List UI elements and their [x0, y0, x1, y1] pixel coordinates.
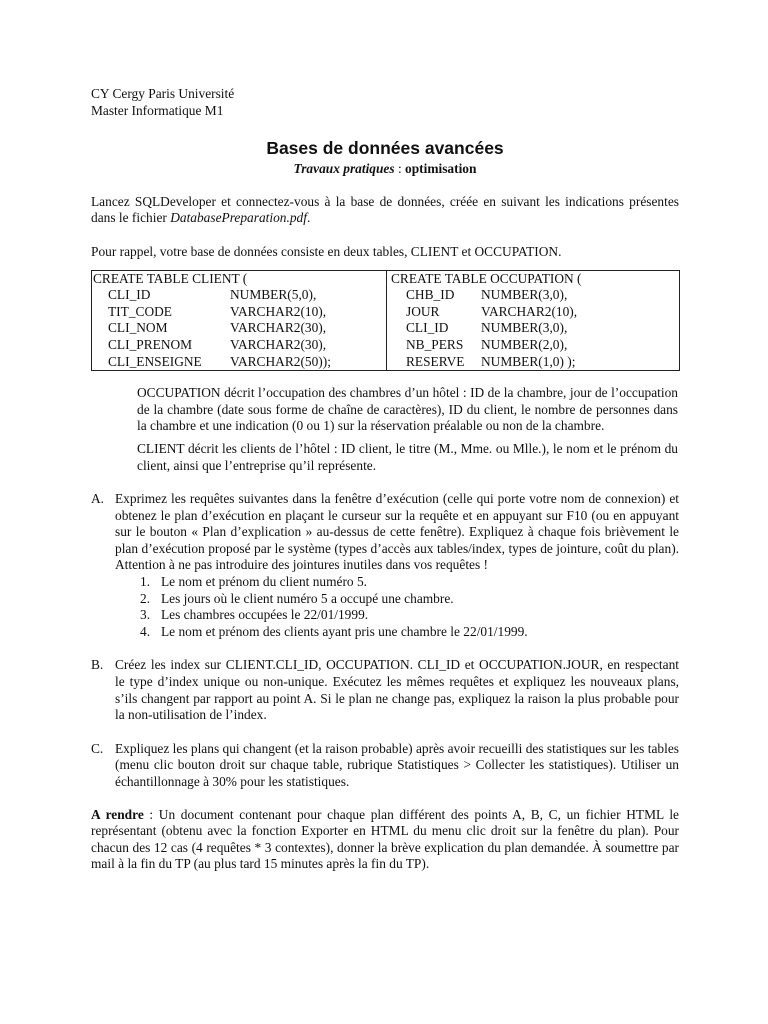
column-type: NUMBER(5,0), [230, 287, 317, 303]
client-description: CLIENT décrit les clients de l’hôtel : ID client, le titre (M., Mme. ou Mlle.), le nom et le prénom du client, ainsi que l’entreprise qu’il représente. [137, 440, 678, 473]
column-name: JOUR [406, 303, 440, 319]
list-item [115, 591, 679, 608]
section-c [91, 741, 679, 791]
deliverable-label: A rendre [91, 806, 144, 822]
section-text: Exprimez les requêtes suivantes dans la fenêtre d’exécution (celle qui porte votre nom de connexion) et obtenez le plan d’exécution en plaçant le curseur sur la requête et en appuyant sur F10 (ou en appuyant sur le bouton « Plan d’explication » au-dessus de cette fenêtre). Expliquez à chaque fois brièvement le plan d’exécution proposé par le système (types d’accès aux tables/index, types de jointure, coût du plan). Attention à ne pas introduire des jointures inutiles dans vos requêtes ! [115, 491, 679, 573]
program-name: Master Informatique M1 [91, 102, 224, 118]
section-body [115, 491, 679, 640]
occupation-column-row [391, 287, 679, 304]
list-item [115, 574, 679, 591]
column-name: NB_PERS [406, 336, 464, 352]
list-item [115, 624, 679, 641]
column-type: VARCHAR2(10), [230, 303, 327, 319]
column-type: NUMBER(3,0), [481, 287, 568, 303]
section-b [91, 657, 679, 723]
client-column-row [93, 287, 386, 304]
client-column-row [93, 337, 386, 354]
client-column-row [93, 354, 386, 371]
occupation-create-header: CREATE TABLE OCCUPATION ( [391, 270, 582, 286]
column-type: NUMBER(3,0), [481, 320, 568, 336]
occupation-column-row [391, 337, 679, 354]
client-column-row [93, 304, 386, 321]
document-subtitle [91, 161, 679, 178]
intro-filename: DatabasePreparation.pdf [170, 210, 307, 226]
section-letter: A. [91, 491, 105, 507]
intro-period: . [306, 210, 311, 226]
list-item [115, 607, 679, 624]
list-number: 1. [140, 574, 151, 590]
list-text: Les jours où le client numéro 5 a occupé une chambre. [161, 590, 454, 606]
column-name: RESERVE [406, 353, 465, 369]
document-page [91, 86, 679, 873]
subtitle-separator: : [394, 161, 406, 177]
query-list [115, 574, 679, 640]
column-name: TIT_CODE [108, 303, 172, 319]
column-type: VARCHAR2(10), [481, 303, 578, 319]
column-type: NUMBER(2,0), [481, 336, 568, 352]
subtitle-italic: Travaux pratiques [293, 161, 395, 177]
intro-text: Lancez SQLDeveloper et connectez-vous à la base de données, créée en suivant les indications présentes dans le fichier [91, 193, 679, 226]
column-name: CLI_NOM [108, 320, 168, 336]
column-name: CLI_ENSEIGNE [108, 353, 202, 369]
occupation-schema-cell [387, 270, 680, 371]
client-schema-cell [92, 270, 387, 371]
occupation-column-row [391, 304, 679, 321]
intro-paragraph-1 [91, 194, 679, 227]
list-number: 2. [140, 590, 151, 606]
occupation-column-row [391, 320, 679, 337]
column-name: CLI_ID [108, 287, 151, 303]
column-type: VARCHAR2(50)); [230, 353, 331, 369]
column-name: CLI_PRENOM [108, 336, 193, 352]
section-a [91, 491, 679, 640]
deliverable-text: : Un document contenant pour chaque plan différent des points A, B, C, un fichier HTML le représentant (obtenu avec la fonction Exporter en HTML du menu clic droit sur la fenêtre du plan). Pour chacun des 12 cas (4 requêtes * 3 contextes), donner la brève explication du plan demandée. À soumettre par mail à la fin du TP (au plus tard 15 minutes après la fin du TP). [91, 806, 679, 872]
column-name: CHB_ID [406, 287, 455, 303]
intro-paragraph-2: Pour rappel, votre base de données consiste en deux tables, CLIENT et OCCUPATION. [91, 243, 562, 259]
column-name: CLI_ID [406, 320, 449, 336]
section-letter: C. [91, 740, 104, 756]
column-type: NUMBER(1,0) ); [481, 353, 576, 369]
section-letter: B. [91, 657, 104, 673]
column-type: VARCHAR2(30), [230, 320, 327, 336]
client-column-row [93, 320, 386, 337]
schema-table [91, 270, 680, 372]
document-title: Bases de données avancées [266, 138, 504, 159]
university-name: CY Cergy Paris Université [91, 86, 235, 101]
list-number: 3. [140, 607, 151, 623]
list-number: 4. [140, 623, 151, 639]
deliverable-paragraph [91, 807, 679, 873]
occupation-description: OCCUPATION décrit l’occupation des chambres d’un hôtel : ID de la chambre, jour de l’occupation de la chambre (date sous forme de chaîne de caractères), ID du client, le nombre de personnes dans la chambre et une indication (0 ou 1) sur la réservation préalable ou non de la chambre. [137, 385, 678, 434]
client-create-header: CREATE TABLE CLIENT ( [93, 270, 248, 286]
section-text: Expliquez les plans qui changent (et la raison probable) après avoir recueilli des statistiques sur les tables (menu clic bouton droit sur chaque table, rubrique Statistiques > Collecter les statistiques). Utiliser un échantillonnage à 30% pour les statistiques. [115, 740, 679, 789]
list-text: Les chambres occupées le 22/01/1999. [161, 607, 369, 623]
occupation-column-row [391, 354, 679, 371]
list-text: Le nom et prénom des clients ayant pris une chambre le 22/01/1999. [161, 623, 528, 639]
column-type: VARCHAR2(30), [230, 336, 327, 352]
section-text: Créez les index sur CLIENT.CLI_ID, OCCUPATION. CLI_ID et OCCUPATION.JOUR, en respectant le type d’index unique ou non-unique. Exécutez les mêmes requêtes et expliquez les nouveaux plans, s’ils changent par rapport au point A. Si le plan ne change pas, expliquez la raison la plus probable pour la non-utilisation de l’index. [115, 657, 679, 723]
list-text: Le nom et prénom du client numéro 5. [161, 574, 368, 590]
subtitle-bold: optimisation [405, 161, 477, 177]
